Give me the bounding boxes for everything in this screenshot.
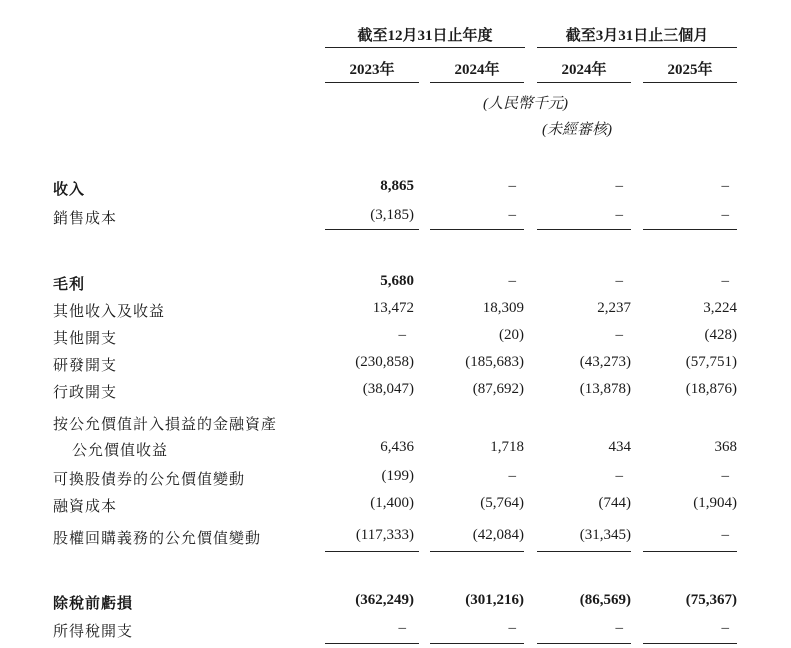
row-label: 所得稅開支 [53,624,134,640]
row-label: 除稅前虧損 [53,596,134,612]
row-value: – [508,207,516,223]
row-value: – [615,273,623,289]
subtotal-rule [325,643,419,644]
row-label: 融資成本 [53,499,118,515]
row-value: (18,876) [685,381,737,397]
subtotal-rule [643,229,737,230]
unit-note: (人民幣千元) [483,96,568,112]
subtotal-rule [643,643,737,644]
row-value: (87,692) [472,381,524,397]
row-value: (1,904) [693,495,737,511]
row-value: (301,216) [465,592,524,608]
row-value: 18,309 [482,300,524,316]
row-value: 6,436 [380,439,414,455]
row-value: (744) [598,495,631,511]
table-row [0,354,791,380]
row-label: 行政開支 [53,385,118,401]
row-label: 毛利 [53,277,86,293]
year-header-2025: 2025年 [667,62,713,78]
row-value: – [615,620,623,636]
row-label: 股權回購義務的公允價值變動 [53,531,262,547]
row-value: – [398,327,406,343]
subtotal-rule [537,643,631,644]
row-value: 5,680 [380,273,414,289]
row-value: – [721,207,729,223]
row-value: (31,345) [579,527,631,543]
row-label: 研發開支 [53,358,118,374]
row-label: 可換股債券的公允價值變動 [53,472,246,488]
row-value: – [508,273,516,289]
row-value: 434 [608,439,631,455]
subtotal-rule [430,551,524,552]
row-value: – [508,620,516,636]
row-value: 2,237 [597,300,631,316]
table-row [0,592,791,618]
table-row [0,273,791,299]
row-value: (75,367) [685,592,737,608]
subtotal-rule [537,229,631,230]
row-label: 其他開支 [53,331,118,347]
row-label: 銷售成本 [53,211,118,227]
row-value: 1,718 [490,439,524,455]
row-value: 3,224 [703,300,737,316]
table-row [0,381,791,407]
year-rule-2025 [643,82,737,83]
row-value: – [721,468,729,484]
subtotal-rule [325,551,419,552]
row-value: (3,185) [370,207,414,223]
row-label: 按公允價值計入損益的金融資產 [53,417,278,433]
unaudited-note: (未經審核) [542,122,612,138]
table-row [0,468,791,494]
year-rule-2024-annual [430,82,524,83]
table-row [0,327,791,353]
row-value: 8,865 [380,178,414,194]
row-value: (5,764) [480,495,524,511]
year-rule-2024-quarter [537,82,631,83]
row-value: – [615,468,623,484]
row-value: (185,683) [465,354,524,370]
row-value: – [615,178,623,194]
table-row [0,439,791,465]
subtotal-rule [430,643,524,644]
header-group-quarter: 截至3月31日止三個月 [565,28,709,44]
subtotal-rule [430,229,524,230]
row-value: – [721,620,729,636]
subtotal-rule [643,551,737,552]
table-row [0,527,791,553]
row-value: – [721,273,729,289]
row-label: 收入 [53,182,86,198]
row-value: 368 [714,439,737,455]
row-label: 公允價值收益 [72,443,169,459]
table-row [0,413,791,439]
row-value: (38,047) [362,381,414,397]
row-value: (20) [499,327,524,343]
row-value: (1,400) [370,495,414,511]
row-value: (13,878) [579,381,631,397]
row-value: (42,084) [472,527,524,543]
year-header-2024-quarter: 2024年 [561,62,607,78]
row-value: 13,472 [372,300,414,316]
row-value: – [721,178,729,194]
header-group-annual-rule [325,47,525,48]
header-group-annual: 截至12月31日止年度 [357,28,493,44]
row-value: (362,249) [355,592,414,608]
table-row [0,178,791,204]
row-value: – [398,620,406,636]
row-value: – [721,527,729,543]
row-value: (117,333) [355,527,414,543]
year-rule-2023 [325,82,419,83]
year-header-2024-annual: 2024年 [454,62,500,78]
row-value: – [615,207,623,223]
row-value: (199) [381,468,414,484]
header-group-quarter-rule [537,47,737,48]
row-value: – [508,468,516,484]
year-header-2023: 2023年 [349,62,395,78]
subtotal-rule [537,551,631,552]
table-row [0,495,791,521]
row-value: (86,569) [579,592,631,608]
row-value: – [508,178,516,194]
row-value: – [615,327,623,343]
row-value: (428) [704,327,737,343]
row-value: (230,858) [355,354,414,370]
table-row [0,300,791,326]
row-value: (43,273) [579,354,631,370]
row-label: 其他收入及收益 [53,304,166,320]
subtotal-rule [325,229,419,230]
row-value: (57,751) [685,354,737,370]
